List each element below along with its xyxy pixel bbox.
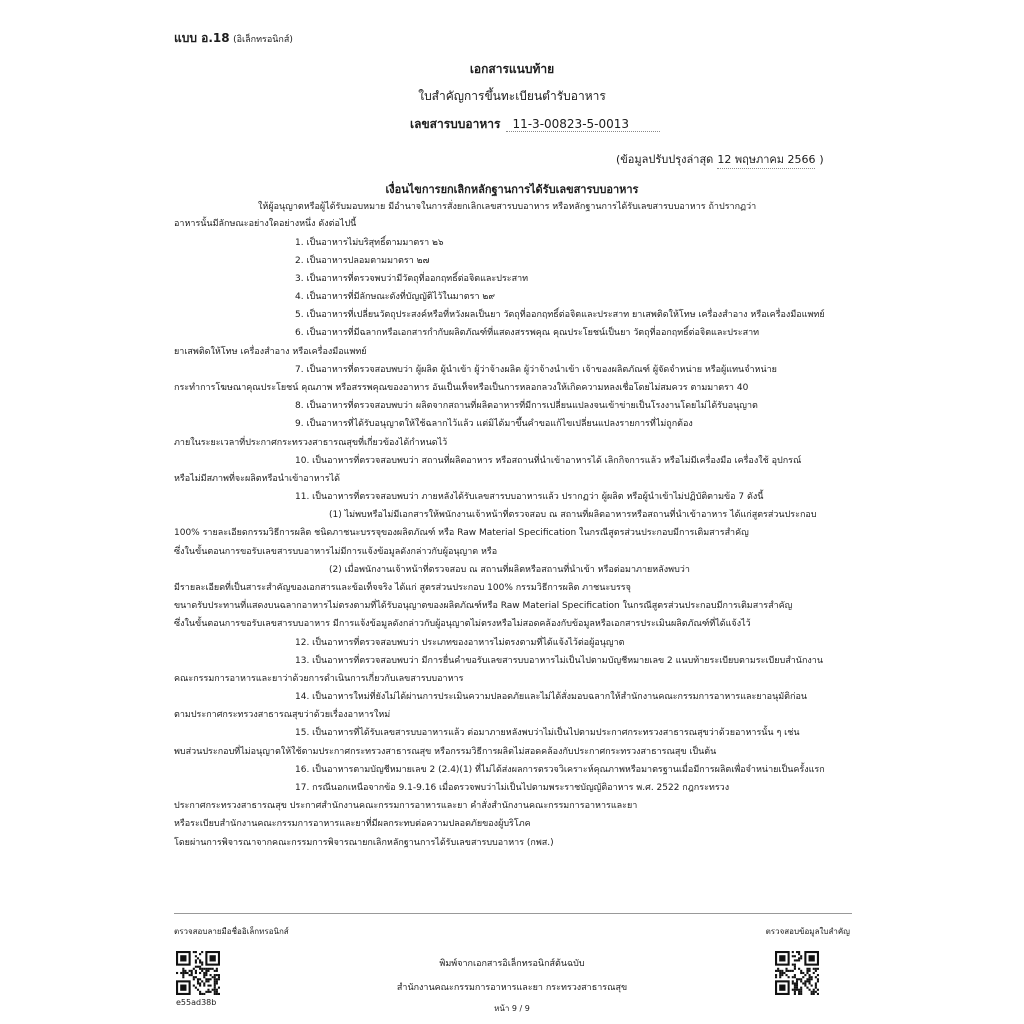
body-line: 17. กรณีนอกเหนือจากข้อ 9.1-9.16 เมื่อตรวจพบว่าไม่เป็นไปตามพระราชบัญญัติอาหาร พ.ศ. 2522 กฎกระทรวง [295,783,730,793]
body-line: โดยผ่านการพิจารณาจากคณะกรรมการพิจารณายกเลิกหลักฐานการได้รับเลขสารบบอาหาร (กพส.) [174,838,554,848]
body-line: 8. เป็นอาหารที่ตรวจสอบพบว่า ผลิตจากสถานที่ผลิตอาหารที่มีการเปลี่ยนแปลงจนเข้าข่ายเป็นโรงงานโดยไม่ได้รับอนุญาต [295,401,758,411]
body-line: อาหารนั้นมีลักษณะอย่างใดอย่างหนึ่ง ดังต่อไปนี้ [174,219,357,229]
body-line: ให้ผู้อนุญาตหรือผู้ได้รับมอบหมาย มีอำนาจในการสั่งยกเลิกเลขสารบบอาหาร หรือหลักฐานการได้รับเลขสารบบอาหาร ถ้าปรากฏว่า [258,202,757,212]
registration-number: 11-3-00823-5-0013 [506,117,660,132]
body-line: กระทำการโฆษณาคุณประโยชน์ คุณภาพ หรือสรรพคุณของอาหาร อันเป็นเท็จหรือเป็นการหลอกลวงให้เกิดความหลงเชื่อโดยไม่สมควร ตามมาตรา 40 [174,383,749,393]
footer-divider [174,913,852,914]
verify-signature-label: ตรวจสอบลายมือชื่ออิเล็กทรอนิกส์ [174,927,289,936]
body-line: ขนาดรับประทานที่แสดงบนฉลากอาหารไม่ตรงตามที่ได้รับอนุญาตของผลิตภัณฑ์หรือ Raw Material Specification ในกรณีสูตรส่วนประกอบมีการเติมสารสำคัญ [174,601,793,611]
form-code [174,29,293,48]
body-line: 100% รายละเอียดกรรมวิธีการผลิต ชนิดภาชนะบรรจุของผลิตภัณฑ์ หรือ Raw Material Specification ในกรณีสูตรส่วนประกอบมีการเติมสารสำคัญ [174,528,749,538]
body-line: หรือไม่มีสภาพที่จะผลิตหรือนำเข้าอาหารได้ [174,474,340,484]
body-line: ภายในระยะเวลาที่ประกาศกระทรวงสาธารณสุขที่เกี่ยวข้องได้กำหนดไว้ [174,438,448,448]
body-line: 14. เป็นอาหารใหม่ที่ยังไม่ได้ผ่านการประเมินความปลอดภัยและไม่ได้สั่งมอบฉลากให้สำนักงานคณะกรรมการอาหารและยาอนุมัติก่อน [295,692,808,702]
form-code-prefix: แบบ อ.18 [174,31,230,45]
last-updated-date: 12 พฤษภาคม 2566 [717,150,815,169]
body-line: หรือระเบียบสำนักงานคณะกรรมการอาหารและยาที่มีผลกระทบต่อความปลอดภัยของผู้บริโภค [174,819,531,829]
body-line: พบส่วนประกอบที่ไม่อนุญาตให้ใช้ตามประกาศกระทรวงสาธารณสุข หรือกรรมวิธีการผลิตไม่สอดคล้องกับประกาศกระทรวงสาธารณสุข เป็นต้น [174,747,717,757]
form-code-suffix: (อิเล็กทรอนิกส์) [233,35,293,45]
body-line: ประกาศกระทรวงสาธารณสุข ประกาศสำนักงานคณะกรรมการอาหารและยา คำสั่งสำนักงานคณะกรรมการอาหารและยา [174,801,638,811]
body-line: 5. เป็นอาหารที่เปลี่ยนวัตถุประสงค์หรือที่หวังผลเป็นยา วัตถุที่ออกฤทธิ์ต่อจิตและประสาท ยาเสพติดให้โทษ เครื่องสำอาง หรือเครื่องมือแพทย์ [295,310,825,320]
body-line: 12. เป็นอาหารที่ตรวจสอบพบว่า ประเภทของอาหารไม่ตรงตามที่ได้แจ้งไว้ต่อผู้อนุญาต [295,638,625,648]
body-line: (1) ไม่พบหรือไม่มีเอกสารให้พนักงานเจ้าหน้าที่ตรวจสอบ ณ สถานที่ผลิตอาหารหรือสถานที่นำเข้าอาหาร ได้แก่สูตรส่วนประกอบ [329,510,817,520]
body-line: 6. เป็นอาหารที่มีฉลากหรือเอกสารกำกับผลิตภัณฑ์ที่แสดงสรรพคุณ คุณประโยชน์เป็นยา วัตถุที่ออกฤทธิ์ต่อจิตและประสาท [295,328,760,338]
body-line: 1. เป็นอาหารไม่บริสุทธิ์ตามมาตรา ๒๖ [295,238,444,248]
body-line: 10. เป็นอาหารที่ตรวจสอบพบว่า สถานที่ผลิตอาหาร หรือสถานที่นำเข้าอาหารได้ เลิกกิจการแล้ว หรือไม่มีเครื่องมือ เครื่องใช้ อุปกรณ์ [295,456,802,466]
body-line: มีรายละเอียดที่เป็นสาระสำคัญของเอกสารและข้อเท็จจริง ได้แก่ สูตรส่วนประกอบ 100% กรรมวิธีการผลิต ภาชนะบรรจุ [174,583,631,593]
body-line: 3. เป็นอาหารที่ตรวจพบว่ามีวัตถุที่ออกฤทธิ์ต่อจิตและประสาท [295,274,529,284]
page-number: หน้า 9 / 9 [494,1004,530,1013]
last-updated [616,150,824,169]
body-line: ตามประกาศกระทรวงสาธารณสุขว่าด้วยเรื่องอาหารใหม่ [174,710,391,720]
body-line: 11. เป็นอาหารที่ตรวจสอบพบว่า ภายหลังได้รับเลขสารบบอาหารแล้ว ปรากฏว่า ผู้ผลิต หรือผู้นำเข้าไม่ปฏิบัติตามข้อ 7 ดังนี้ [295,492,764,502]
body-line: คณะกรรมการอาหารและยาว่าด้วยการดำเนินการเกี่ยวกับเลขสารบบอาหาร [174,674,464,684]
body-line: ยาเสพติดให้โทษ เครื่องสำอาง หรือเครื่องมือแพทย์ [174,347,367,357]
body-line: 16. เป็นอาหารตามบัญชีหมายเลข 2 (2.4)(1) ที่ไม่ได้ส่งผลการตรวจวิเคราะห์คุณภาพหรือมาตรฐานเมื่อมีการผลิตเพื่อจำหน่ายเป็นครั้งแรก [295,765,825,775]
body-line: (2) เมื่อพนักงานเจ้าหน้าที่ตรวจสอบ ณ สถานที่ผลิตหรือสถานที่นำเข้า หรือต่อมาภายหลังพบว่า [329,565,690,575]
body-line: 4. เป็นอาหารที่มีลักษณะดังที่บัญญัติไว้ในมาตรา ๒๙ [295,292,495,302]
signature-hash: e55ad38b [176,998,217,1007]
printed-from-note: พิมพ์จากเอกสารอิเล็กทรอนิกส์ต้นฉบับ [439,959,585,969]
document-subtitle: ใบสำคัญการขึ้นทะเบียนตำรับอาหาร [418,89,606,103]
last-updated-close: ) [819,153,824,166]
body-line: 7. เป็นอาหารที่ตรวจสอบพบว่า ผู้ผลิต ผู้นำเข้า ผู้ว่าจ้างผลิต ผู้ว่าจ้างนำเข้า เจ้าของผลิตภัณฑ์ ผู้จัดจำหน่าย หรือผู้แทนจำหน่าย [295,365,777,375]
last-updated-label: (ข้อมูลปรับปรุงล่าสุด [616,153,714,166]
body-line: 13. เป็นอาหารที่ตรวจสอบพบว่า มีการยื่นคำขอรับเลขสารบบอาหารไม่เป็นไปตามบัญชีหมายเลข 2 แนบท้ายระเบียบตามระเบียบสำนักงาน [295,656,823,666]
conditions-title: เงื่อนไขการยกเลิกหลักฐานการได้รับเลขสารบบอาหาร [385,183,639,196]
body-line: 2. เป็นอาหารปลอมตามมาตรา ๒๗ [295,256,430,266]
registration-line [410,115,660,134]
document-title: เอกสารแนบท้าย [469,62,555,76]
agency-name: สำนักงานคณะกรรมการอาหารและยา กระทรวงสาธารณสุข [396,983,628,993]
body-line: 15. เป็นอาหารที่ได้รับเลขสารบบอาหารแล้ว ต่อมาภายหลังพบว่าไม่เป็นไปตามประกาศกระทรวงสาธารณสุขว่าด้วยอาหารนั้น ๆ เช่น [295,728,800,738]
registration-label: เลขสารบบอาหาร [410,117,501,131]
body-line: 9. เป็นอาหารที่ได้รับอนุญาตให้ใช้ฉลากไว้แล้ว แต่มิได้มาขึ้นคำขอแก้ไขเปลี่ยนแปลงรายการที่ไม่ถูกต้อง [295,419,693,429]
body-line: ซึ่งในขั้นตอนการขอรับเลขสารบบอาหารไม่มีการแจ้งข้อมูลดังกล่าวกับผู้อนุญาต หรือ [174,547,498,557]
body-line: ซึ่งในขั้นตอนการขอรับเลขสารบบอาหาร มีการแจ้งข้อมูลดังกล่าวกับผู้อนุญาตไม่ตรงหรือไม่สอดคล้องกับข้อมูลหรือเอกสารประเมินผลิตภัณฑ์ที่ได้แจ้งไว้ [174,619,751,629]
verify-certificate-label: ตรวจสอบข้อมูลใบสำคัญ [765,927,850,936]
